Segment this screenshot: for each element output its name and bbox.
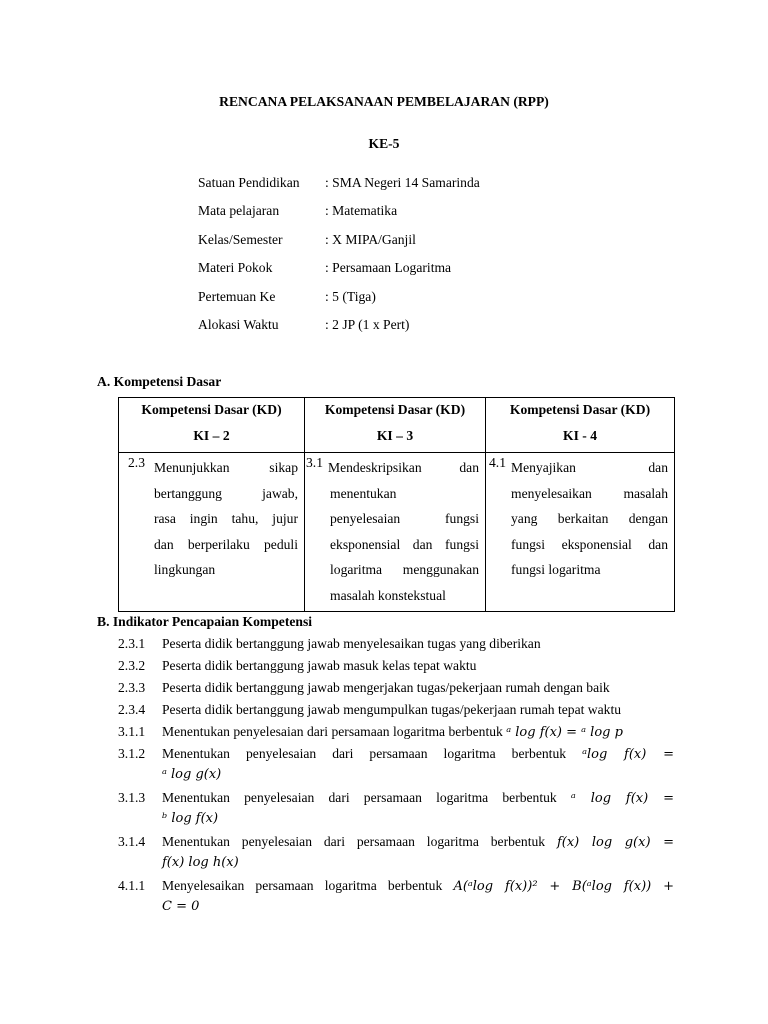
kd-table (118, 397, 675, 612)
indicator-number: 3.1.1 (118, 724, 146, 739)
kd-text-line: rasa ingin tahu, jujur (154, 511, 298, 526)
indicator-number: 2.3.2 (118, 658, 146, 673)
kd-number: 4.1 (489, 455, 506, 470)
math-expression: f(x) log g(x) = (556, 835, 675, 850)
identity-value: : Matematika (325, 203, 398, 218)
indicator-item (118, 878, 674, 900)
kd-text-line: masalah konstekstual (330, 587, 446, 603)
header-line: KI – 2 (193, 428, 230, 443)
indicator-text: Peserta didik bertanggung jawab mengumpulkan tugas/pekerjaan rumah tepat waktu (162, 702, 622, 717)
table-row (119, 453, 675, 612)
section-a-heading: A. Kompetensi Dasar (97, 374, 222, 389)
indicator-text: Menentukan penyelesaian dari persamaan logaritma berbentuk (162, 834, 546, 849)
math-continuation: ᵇ log f(x) (162, 811, 219, 826)
section-b-heading: B. Indikator Pencapaian Kompetensi (97, 614, 313, 629)
math-expression: A(ᵃlog f(x))² + B(ᵃlog f(x)) + (453, 879, 674, 894)
header-line: KI – 3 (376, 428, 414, 443)
table-cell (486, 453, 675, 612)
kd-number: 2.3 (128, 455, 145, 470)
identity-label: Alokasi Waktu (198, 317, 279, 332)
kd-text-line: bertanggung jawab, (154, 485, 298, 501)
indicator-number: 3.1.3 (118, 790, 146, 805)
indicator-item (118, 724, 674, 746)
header-line: Kompetensi Dasar (KD) (141, 402, 282, 417)
indicator-text: Peserta didik bertanggung jawab masuk kelas tepat waktu (162, 658, 477, 673)
document-title: RENCANA PELAKSANAAN PEMBELAJARAN (RPP) (219, 94, 549, 109)
identity-label: Satuan Pendidikan (198, 175, 300, 190)
identity-label: Kelas/Semester (198, 232, 283, 247)
kd-text-line: lingkungan (154, 562, 216, 577)
indicator-item (118, 702, 674, 724)
indicator-text: Menyelesaikan persamaan logaritma berbentuk (162, 878, 443, 893)
indicator-number: 2.3.4 (118, 702, 146, 717)
math-expression: ᵃ log f(x) = (570, 791, 675, 806)
math-continuation: ᵃ log g(x) (162, 767, 222, 782)
indicator-item (118, 680, 674, 702)
kd-text-line: penyelesaian fungsi (330, 511, 479, 526)
identity-label: Materi Pokok (198, 260, 273, 275)
indicator-item (118, 746, 674, 768)
indicator-text: Menentukan penyelesaian dari persamaan logaritma berbentuk (162, 746, 567, 761)
header-line: Kompetensi Dasar (KD) (324, 402, 466, 417)
kd-text-line: Menyajikan dan (511, 460, 668, 475)
kd-text-line: fungsi eksponensial dan (511, 536, 668, 552)
table-header-cell (119, 398, 305, 453)
indicator-text: Menentukan penyelesaian dari persamaan logaritma berbentuk (162, 724, 503, 739)
indicator-number: 3.1.4 (118, 834, 146, 849)
header-line: KI - 4 (563, 428, 597, 443)
kd-text-line: menentukan (330, 485, 397, 501)
indicator-text-wrap (162, 834, 674, 850)
indicator-text-wrap (162, 790, 674, 806)
identity-value: : Persamaan Logaritma (325, 260, 452, 275)
table-cell (119, 453, 305, 612)
table-header-row (119, 398, 675, 453)
identity-label: Mata pelajaran (198, 203, 280, 218)
indicator-text-wrap (162, 878, 674, 894)
math-expression: ᵃlog f(x) = (582, 747, 675, 762)
identity-label: Pertemuan Ke (198, 289, 276, 304)
indicator-number: 2.3.3 (118, 680, 146, 695)
kd-text-line: dan berperilaku peduli (154, 536, 298, 552)
indicator-text: Peserta didik bertanggung jawab mengerjakan tugas/pekerjaan rumah dengan baik (162, 680, 610, 695)
indicator-item (118, 658, 674, 680)
kd-number: 3.1 (306, 455, 323, 470)
kd-text-line: Menunjukkan sikap (154, 460, 298, 475)
identity-value: : 2 JP (1 x Pert) (325, 317, 410, 332)
identity-value: : 5 (Tiga) (325, 289, 376, 304)
indicator-item (118, 636, 674, 658)
document-subtitle: KE-5 (368, 136, 400, 151)
kd-text-line: fungsi logaritma (511, 562, 601, 577)
indicator-item (118, 834, 674, 856)
indicator-text: Peserta didik bertanggung jawab menyelesaikan tugas yang diberikan (162, 636, 541, 651)
header-line: Kompetensi Dasar (KD) (509, 402, 651, 417)
indicator-text-wrap (162, 746, 674, 762)
indicator-item (118, 790, 674, 812)
indicator-number: 4.1.1 (118, 878, 146, 893)
math-continuation: f(x) log h(x) (162, 855, 239, 870)
identity-value: : SMA Negeri 14 Samarinda (325, 175, 480, 190)
kd-text-line: Mendeskripsikan dan (328, 460, 479, 475)
table-cell (305, 453, 486, 612)
indicator-number: 2.3.1 (118, 636, 146, 651)
identity-value: : X MIPA/Ganjil (325, 232, 416, 247)
math-expression: ᵃ log f(x) = ᵃ log p (506, 725, 623, 740)
kd-text-line: yang berkaitan dengan (511, 511, 668, 526)
kd-text-line: eksponensial dan fungsi (330, 536, 479, 552)
indicator-text: Menentukan penyelesaian dari persamaan logaritma berbentuk (162, 790, 557, 805)
kd-text-line: logaritma menggunakan (330, 562, 479, 577)
table-header-cell (305, 398, 486, 453)
kd-text-line: menyelesaikan masalah (511, 485, 668, 501)
indicator-number: 3.1.2 (118, 746, 146, 761)
table-header-cell (486, 398, 675, 453)
math-continuation: C = 0 (162, 899, 200, 914)
indicator-text-wrap (162, 724, 674, 740)
